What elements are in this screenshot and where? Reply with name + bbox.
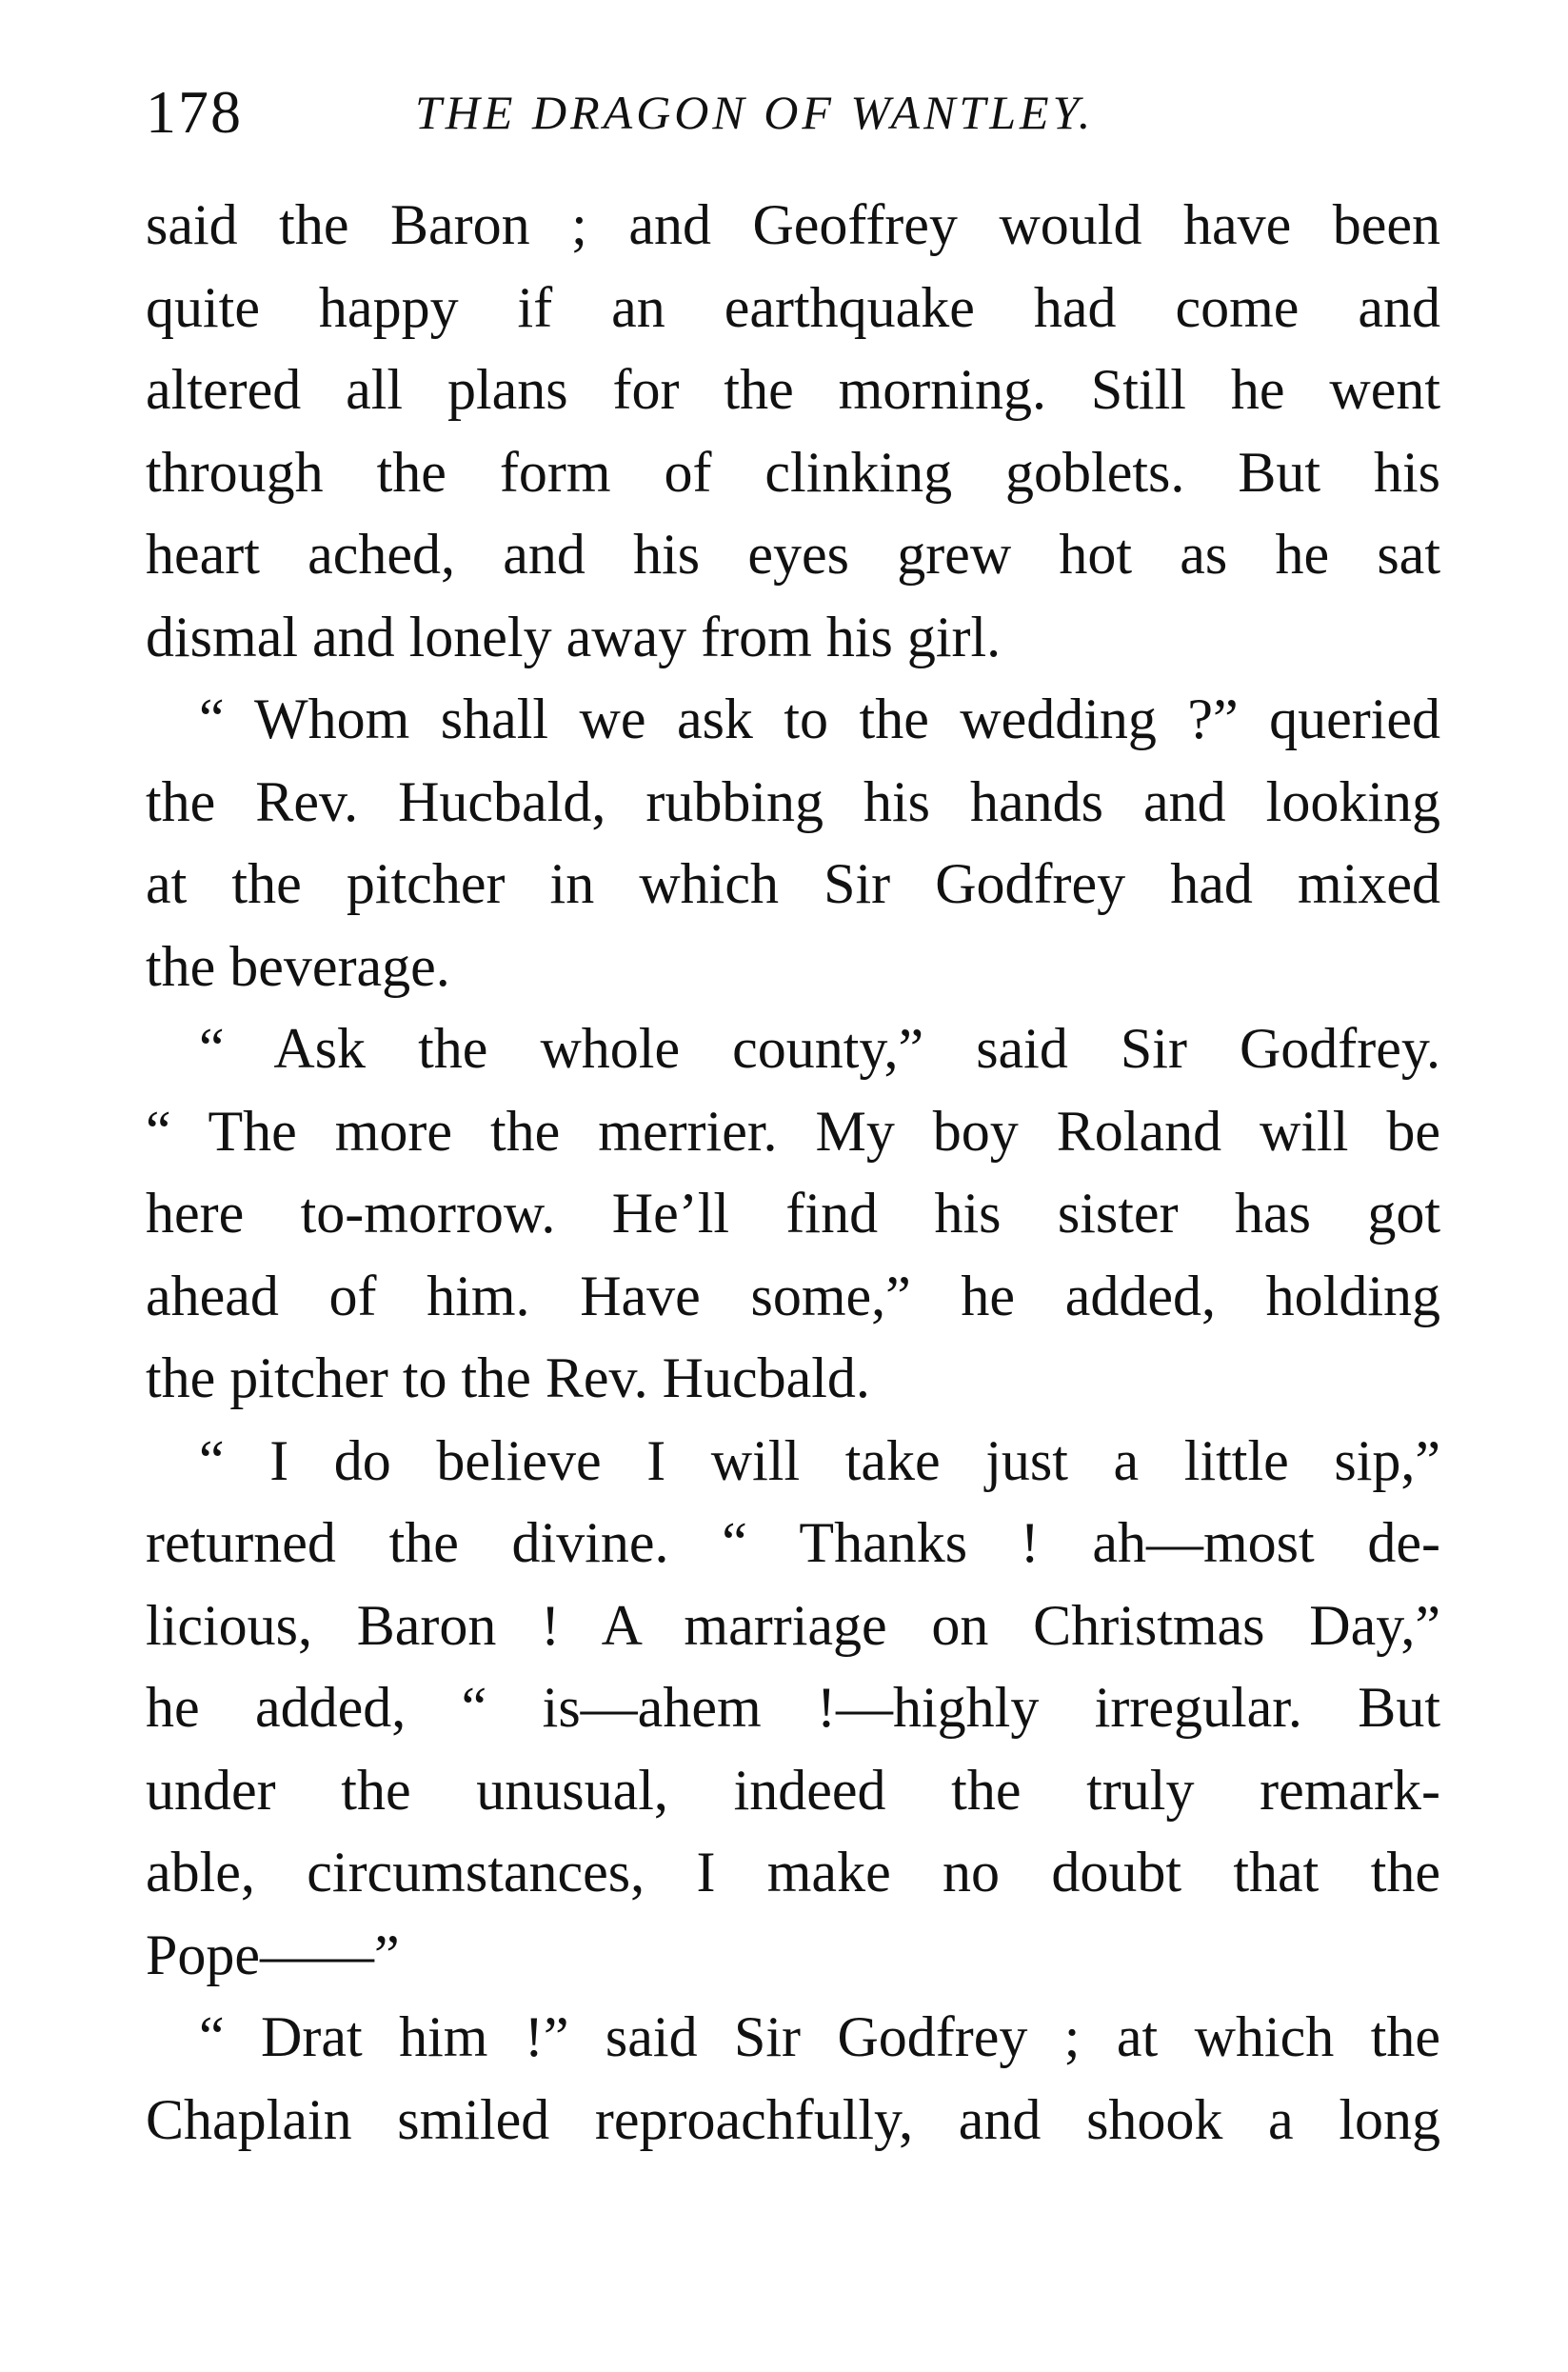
text-line: at the pitcher in which Sir Godfrey had mixed	[146, 852, 1440, 915]
text-line: the beverage.	[146, 934, 450, 998]
page-number: 178	[146, 78, 243, 146]
text-line: through the form of clinking goblets. But his	[146, 440, 1440, 504]
text-line: Pope——”	[146, 1923, 400, 1986]
text-line: returned the divine. “ Thanks ! ah—most de-	[146, 1511, 1440, 1574]
text-line: able, circumstances, I make no doubt that the	[146, 1841, 1440, 1904]
text-line: under the unusual, indeed the truly remark-	[146, 1758, 1440, 1822]
text-line: he added, “ is—ahem !—highly irregular. But	[146, 1676, 1440, 1739]
text-line: ahead of him. Have some,” he added, holding	[146, 1264, 1440, 1327]
text-line: the pitcher to the Rev. Hucbald.	[146, 1346, 870, 1409]
text-line: the Rev. Hucbald, rubbing his hands and looking	[146, 769, 1440, 833]
text-line: heart ached, and his eyes grew hot as he sat	[146, 523, 1440, 586]
text-line: “ Whom shall we ask to the wedding ?” queried	[199, 688, 1440, 750]
text-line: altered all plans for the morning. Still he went	[146, 358, 1440, 421]
text-line: dismal and lonely away from his girl.	[146, 605, 1002, 668]
text-line: here to-morrow. He’ll find his sister has got	[146, 1182, 1440, 1245]
text-line: “ I do believe I will take just a little sip,”	[199, 1428, 1440, 1492]
running-head	[146, 74, 1440, 150]
text-line: licious, Baron ! A marriage on Christmas Day,”	[146, 1593, 1440, 1657]
text-line: “ The more the merrier. My boy Roland will be	[146, 1099, 1440, 1163]
text-line: quite happy if an earthquake had come and	[146, 275, 1440, 339]
text-line: “ Ask the whole county,” said Sir Godfrey.	[199, 1017, 1440, 1080]
body-text	[146, 184, 1440, 2161]
text-line: Chaplain smiled reproachfully, and shook a long	[146, 2087, 1440, 2151]
text-line: said the Baron ; and Geoffrey would have been	[146, 193, 1440, 256]
running-title: THE DRAGON OF WANTLEY.	[415, 86, 1095, 139]
text-line: “ Drat him !” said Sir Godfrey ; at which the	[199, 2005, 1440, 2068]
